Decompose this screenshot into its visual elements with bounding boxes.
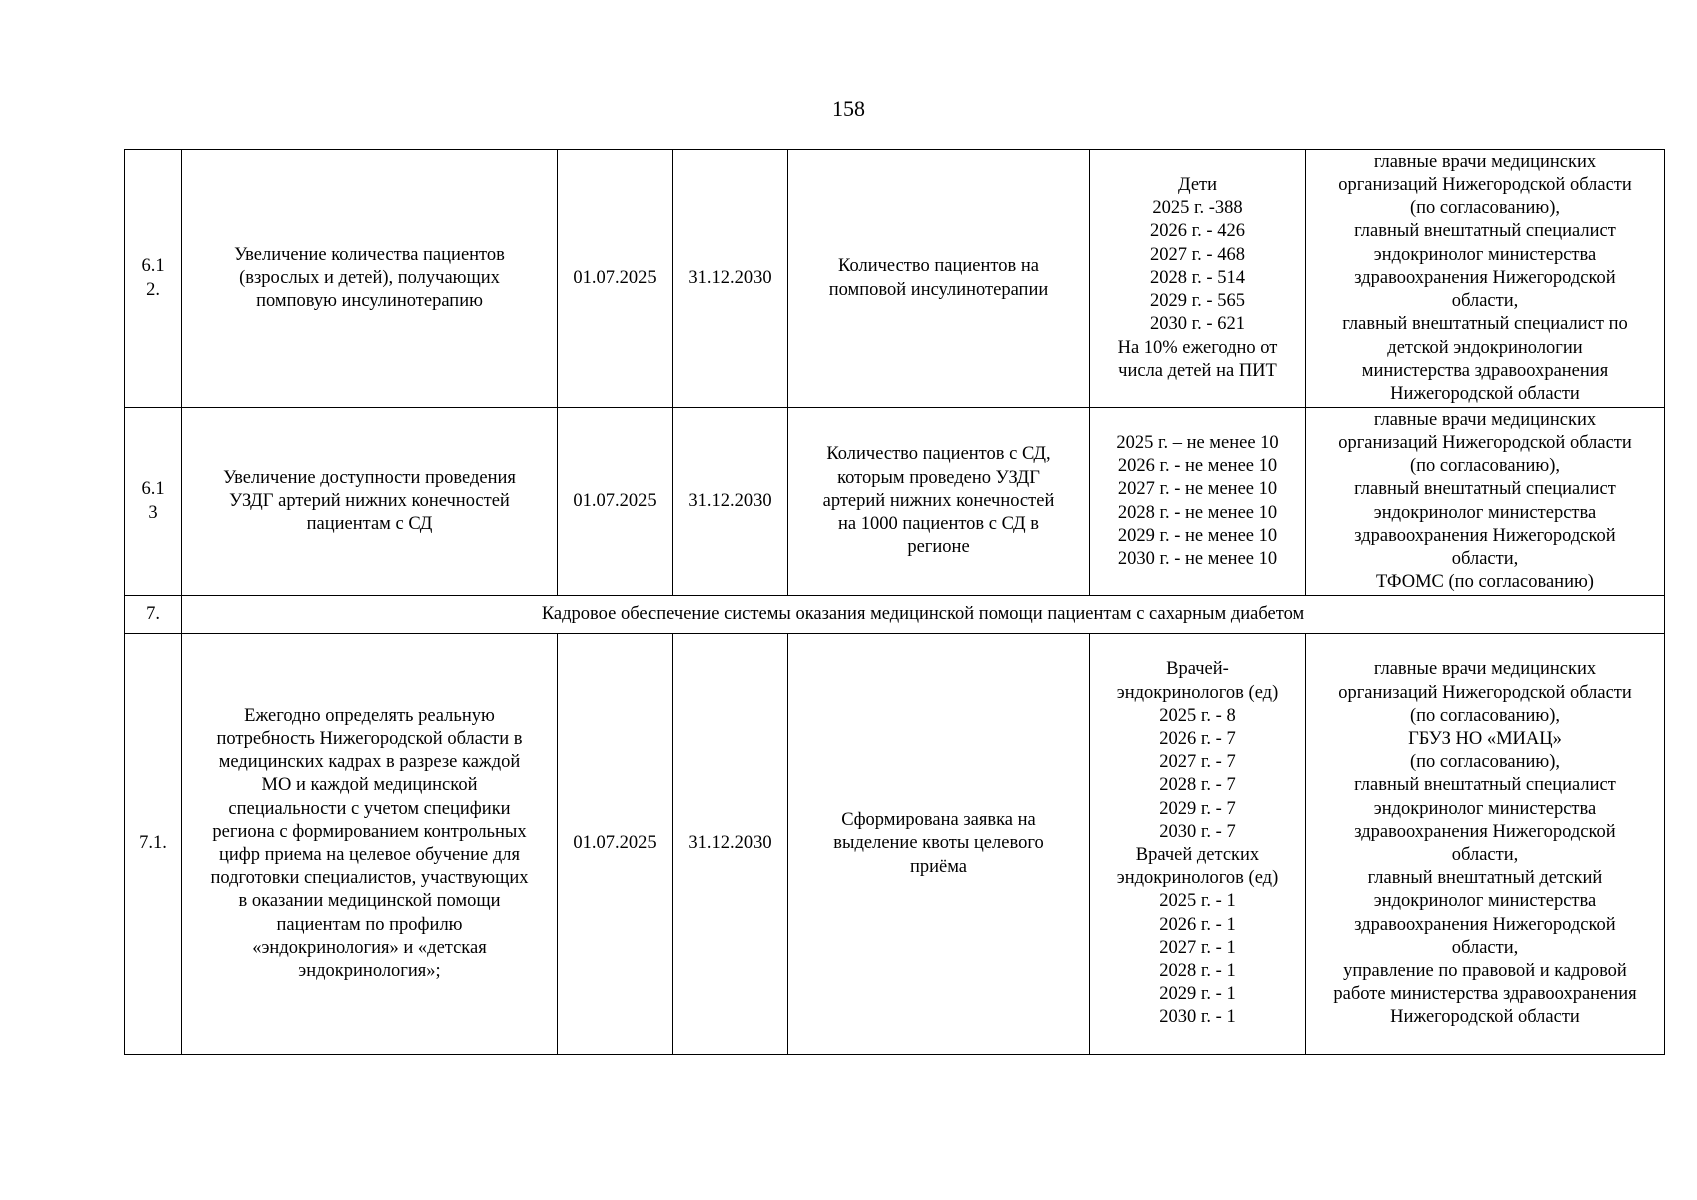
text-line: 2027 г. - 7 xyxy=(1159,752,1236,773)
text-line: Увеличение количества пациентов xyxy=(234,244,505,265)
text-line: здравоохранения Нижегородской xyxy=(1354,525,1616,546)
end-date-cell: 31.12.2030 xyxy=(673,150,788,408)
text-line: ГБУЗ НО «МИАЦ» xyxy=(1408,728,1562,749)
text-line: эндокринолог министерства xyxy=(1373,502,1597,523)
text-line: 2025 г. - 8 xyxy=(1159,705,1236,726)
text-line: организаций Нижегородской области xyxy=(1338,682,1632,703)
activity-cell xyxy=(182,408,558,596)
text-line: На 10% ежегодно от xyxy=(1117,337,1278,358)
text-line: помповую инсулинотерапию xyxy=(256,291,483,312)
row-number-cell xyxy=(125,408,182,596)
activity-cell xyxy=(182,634,558,1055)
text-line: Увеличение доступности проведения xyxy=(223,467,516,488)
text-line: 2026 г. - не менее 10 xyxy=(1117,456,1278,477)
text-line: в оказании медицинской помощи xyxy=(238,891,501,912)
table-row-6-13 xyxy=(125,408,1665,596)
text-line: помповой инсулинотерапии xyxy=(828,279,1049,300)
table-row-6-12 xyxy=(125,150,1665,408)
text-line: 3 xyxy=(148,502,158,523)
text-line: главные врачи медицинских xyxy=(1373,151,1597,172)
text-line: работе министерства здравоохранения xyxy=(1333,984,1637,1005)
text-line: 2028 г. - 7 xyxy=(1159,775,1236,796)
row-number-cell xyxy=(125,150,182,408)
text-line: эндокринолог министерства xyxy=(1373,798,1597,819)
start-date-cell: 01.07.2025 xyxy=(558,408,673,596)
text-line: эндокринология»; xyxy=(298,961,441,982)
text-line: эндокринологов (ед) xyxy=(1116,868,1279,889)
start-date-cell: 01.07.2025 xyxy=(558,150,673,408)
text-line: 2030 г. - 621 xyxy=(1150,314,1245,335)
text-line: которым проведено УЗДГ xyxy=(837,467,1040,488)
text-line: 2030 г. - 1 xyxy=(1159,1007,1236,1028)
end-date-cell: 31.12.2030 xyxy=(673,634,788,1055)
text-line: выделение квоты целевого xyxy=(833,833,1044,854)
text-line: (по согласованию), xyxy=(1409,752,1561,773)
page-number: 158 xyxy=(832,96,865,121)
text-line: главные врачи медицинских xyxy=(1373,409,1597,430)
text-line: приёма xyxy=(909,856,968,877)
text-line: Ежегодно определять реальную xyxy=(244,705,495,726)
text-line: 2029 г. - 7 xyxy=(1159,798,1236,819)
text-line: главный внештатный специалист xyxy=(1354,775,1616,796)
text-line: (взрослых и детей), получающих xyxy=(239,267,500,288)
text-line: 2026 г. - 1 xyxy=(1159,914,1236,935)
target-values-cell xyxy=(1090,634,1306,1055)
section-row-7 xyxy=(125,596,1665,634)
indicator-cell xyxy=(788,634,1090,1055)
table-row-7-1 xyxy=(125,634,1665,1055)
text-line: 2030 г. - не менее 10 xyxy=(1117,548,1278,569)
text-line: эндокринологов (ед) xyxy=(1116,682,1279,703)
text-line: регионе xyxy=(907,537,970,558)
text-line: «эндокринология» и «детская xyxy=(252,937,487,958)
section-number-cell: 7. xyxy=(125,596,182,634)
text-line: области, xyxy=(1451,548,1519,569)
text-line: 2029 г. - 1 xyxy=(1159,984,1236,1005)
text-line: (по согласованию), xyxy=(1409,705,1561,726)
text-line: здравоохранения Нижегородской xyxy=(1354,821,1616,842)
text-line: Врачей- xyxy=(1166,659,1229,680)
target-values-cell xyxy=(1090,408,1306,596)
text-line: пациентам по профилю xyxy=(276,914,463,935)
text-line: 2025 г. – не менее 10 xyxy=(1116,432,1279,453)
target-values-cell xyxy=(1090,150,1306,408)
indicator-cell xyxy=(788,150,1090,408)
text-line: 2025 г. -388 xyxy=(1152,198,1243,219)
text-line: медицинских кадрах в разрезе каждой xyxy=(218,752,521,773)
text-line: УЗДГ артерий нижних конечностей xyxy=(229,490,510,511)
text-line: 2027 г. - 1 xyxy=(1159,937,1236,958)
activity-table xyxy=(124,149,1665,1055)
text-line: числа детей на ПИТ xyxy=(1118,360,1277,381)
activity-cell xyxy=(182,150,558,408)
text-line: министерства здравоохранения xyxy=(1361,360,1609,381)
text-line: области, xyxy=(1451,937,1519,958)
text-line: 6.1 xyxy=(141,479,165,500)
text-line: ТФОМС (по согласованию) xyxy=(1376,572,1594,593)
text-line: 2. xyxy=(146,279,160,300)
text-line: эндокринолог министерства xyxy=(1373,244,1597,265)
text-line: Врачей детских xyxy=(1135,845,1260,865)
text-line: эндокринолог министерства xyxy=(1373,891,1597,912)
text-line: Количество пациентов на xyxy=(838,256,1039,277)
text-line: 2026 г. - 426 xyxy=(1150,221,1245,242)
text-line: главный внештатный специалист xyxy=(1354,221,1616,242)
text-line: 2027 г. - 468 xyxy=(1150,244,1245,265)
text-line: потребность Нижегородской области в xyxy=(216,728,523,749)
responsible-cell xyxy=(1306,634,1665,1055)
text-line: цифр приема на целевое обучение для xyxy=(218,845,521,865)
text-line: детской эндокринологии xyxy=(1387,337,1583,358)
text-line: Нижегородской области xyxy=(1390,383,1580,404)
text-line: (по согласованию), xyxy=(1409,198,1561,219)
text-line: главные врачи медицинских xyxy=(1373,659,1597,680)
text-line: главный внештатный специалист по xyxy=(1342,314,1628,335)
text-line: 2028 г. - 514 xyxy=(1150,267,1245,288)
text-line: 2026 г. - 7 xyxy=(1159,728,1236,749)
text-line: организаций Нижегородской области xyxy=(1338,175,1632,196)
text-line: региона с формированием контрольных xyxy=(212,821,527,842)
row-number-cell xyxy=(125,634,182,1055)
text-line: области, xyxy=(1451,291,1519,312)
text-line: 6.1 xyxy=(141,256,165,277)
text-line: 2027 г. - не менее 10 xyxy=(1117,479,1278,500)
indicator-cell xyxy=(788,408,1090,596)
text-line: области, xyxy=(1451,845,1519,865)
start-date-cell: 01.07.2025 xyxy=(558,634,673,1055)
text-line: 7.1. xyxy=(139,833,167,854)
text-line: здравоохранения Нижегородской xyxy=(1354,914,1616,935)
text-line: Дети xyxy=(1177,175,1218,196)
text-line: 2028 г. - 1 xyxy=(1159,961,1236,982)
responsible-cell xyxy=(1306,408,1665,596)
section-title-cell: Кадровое обеспечение системы оказания медицинской помощи пациентам с сахарным диабетом xyxy=(182,596,1665,634)
text-line: управление по правовой и кадровой xyxy=(1343,961,1627,982)
text-line: (по согласованию), xyxy=(1409,456,1561,477)
text-line: подготовки специалистов, участвующих xyxy=(210,868,529,889)
text-line: пациентам с СД xyxy=(306,514,433,535)
text-line: Сформирована заявка на xyxy=(841,810,1036,831)
text-line: на 1000 пациентов с СД в xyxy=(837,514,1040,535)
end-date-cell: 31.12.2030 xyxy=(673,408,788,596)
text-line: 2025 г. - 1 xyxy=(1159,891,1236,912)
text-line: главный внештатный детский xyxy=(1367,868,1603,889)
text-line: организаций Нижегородской области xyxy=(1338,432,1632,453)
text-line: Нижегородской области xyxy=(1390,1007,1580,1028)
text-line: 2028 г. - не менее 10 xyxy=(1117,502,1278,523)
text-line: МО и каждой медицинской xyxy=(261,775,478,796)
text-line: 2029 г. - не менее 10 xyxy=(1117,525,1278,546)
text-line: главный внештатный специалист xyxy=(1354,479,1616,500)
responsible-cell xyxy=(1306,150,1665,408)
text-line: специальности с учетом специфики xyxy=(228,798,511,819)
text-line: 2030 г. - 7 xyxy=(1159,821,1236,842)
text-line: 2029 г. - 565 xyxy=(1150,291,1245,312)
text-line: артерий нижних конечностей xyxy=(822,490,1055,511)
text-line: Количество пациентов с СД, xyxy=(826,444,1051,465)
text-line: здравоохранения Нижегородской xyxy=(1354,267,1616,288)
